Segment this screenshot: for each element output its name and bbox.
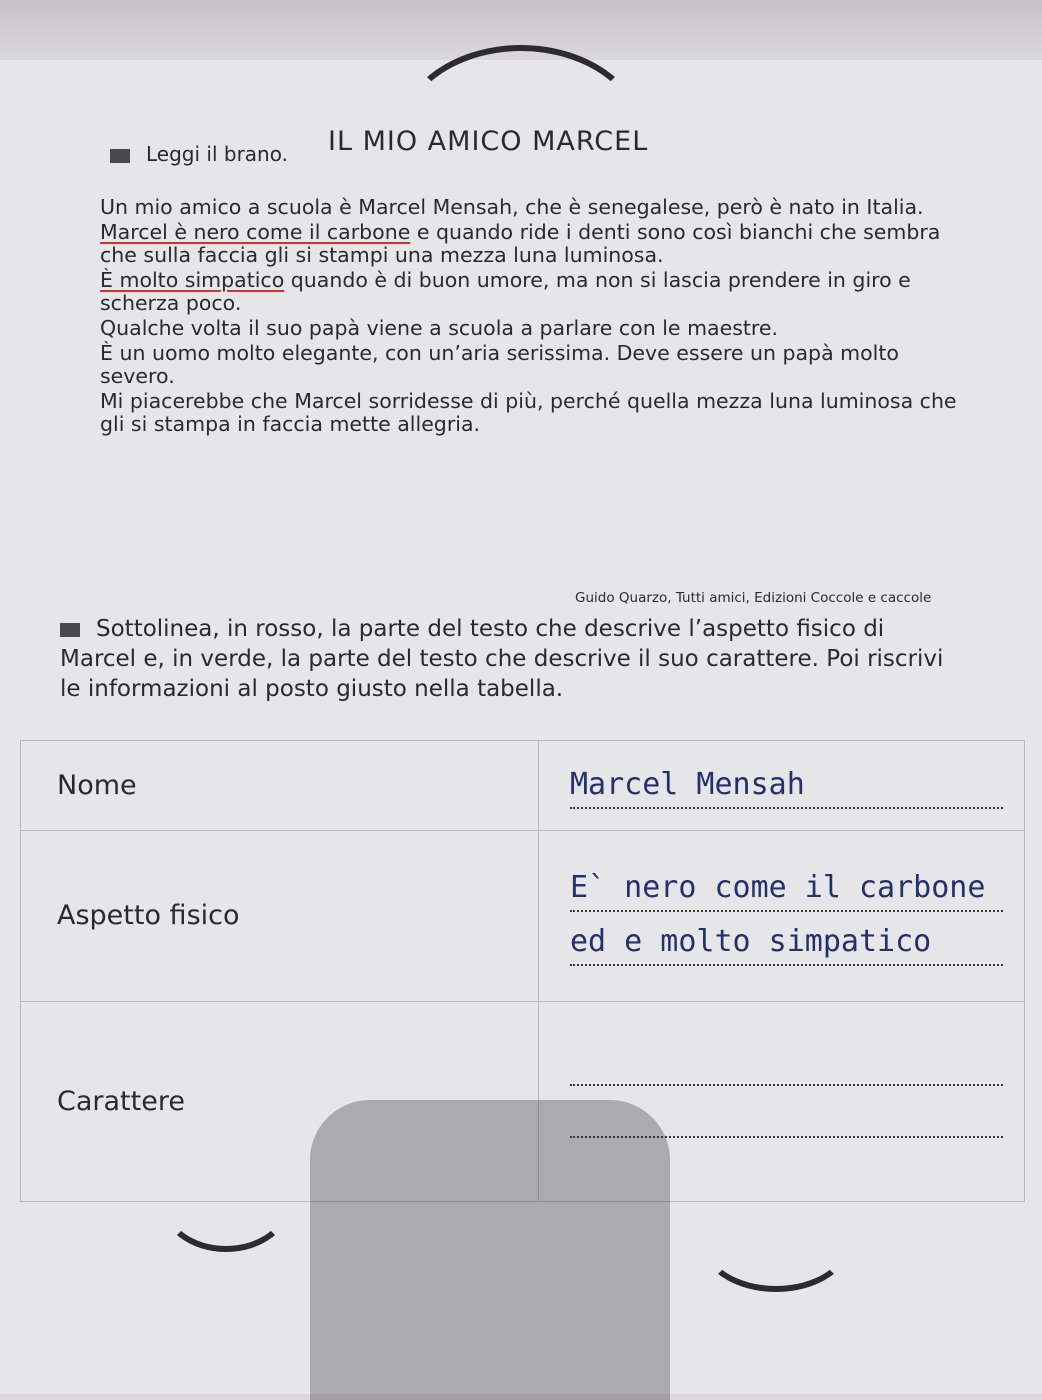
row-label: Nome xyxy=(21,741,539,831)
reading-instruction xyxy=(110,142,288,166)
answer-line[interactable] xyxy=(570,1064,1003,1086)
paragraph-text: quando è di buon umore, ma non si lascia prendere in giro e scherza poco. xyxy=(100,268,911,315)
citation: Guido Quarzo, Tutti amici, Edizioni Coccole e caccole xyxy=(575,590,932,606)
row-label: Aspetto fisico xyxy=(21,831,539,1001)
instruction-text: Sottolinea, in rosso, la parte del testo che descrive l’aspetto fisico di Marcel e, in verde, la parte del testo che descrive il suo carattere. Poi riscrivi le informazioni al posto giusto nella tabella. xyxy=(60,616,944,702)
page-title: IL MIO AMICO MARCEL xyxy=(328,126,649,157)
table-row xyxy=(21,831,1025,1001)
handwritten-answer[interactable]: ed e molto simpatico xyxy=(570,920,1003,966)
paragraph: Qualche volta il suo papà viene a scuola a parlare con le maestre. xyxy=(100,316,779,340)
answer-cell[interactable] xyxy=(539,741,1025,831)
row-label: Carattere xyxy=(21,1001,539,1201)
paragraph: Mi piacerebbe che Marcel sorridesse di più, perché quella mezza luna luminosa che gli si stampa in faccia mette allegria. xyxy=(100,389,957,436)
paragraph xyxy=(100,221,960,267)
decorative-arc xyxy=(160,1150,292,1252)
paragraph xyxy=(100,269,960,315)
lead-text: Leggi il brano. xyxy=(146,142,288,166)
underlined-phrase: È molto simpatico xyxy=(100,268,285,292)
paragraph-text: e quando ride i denti sono così bianchi che sembra che sulla faccia gli si stampi una mezza luna luminosa. xyxy=(100,220,941,267)
paragraph: Un mio amico a scuola è Marcel Mensah, che è senegalese, però è nato in Italia. xyxy=(100,195,924,219)
bullet-square-icon xyxy=(110,149,130,163)
decorative-arc xyxy=(700,1190,852,1292)
table-row xyxy=(21,741,1025,831)
reading-passage xyxy=(100,196,960,438)
bullet-square-icon xyxy=(60,623,80,637)
exercise-instruction xyxy=(60,614,960,704)
hand-shadow xyxy=(310,1100,670,1400)
answer-cell[interactable] xyxy=(539,831,1025,1001)
paragraph: È un uomo molto elegante, con un’aria serissima. Deve essere un papà molto severo. xyxy=(100,341,899,388)
underlined-phrase: Marcel è nero come il carbone xyxy=(100,220,411,244)
handwritten-answer[interactable]: E` nero come il carbone xyxy=(570,866,1003,912)
handwritten-answer[interactable]: Marcel Mensah xyxy=(570,763,1003,809)
